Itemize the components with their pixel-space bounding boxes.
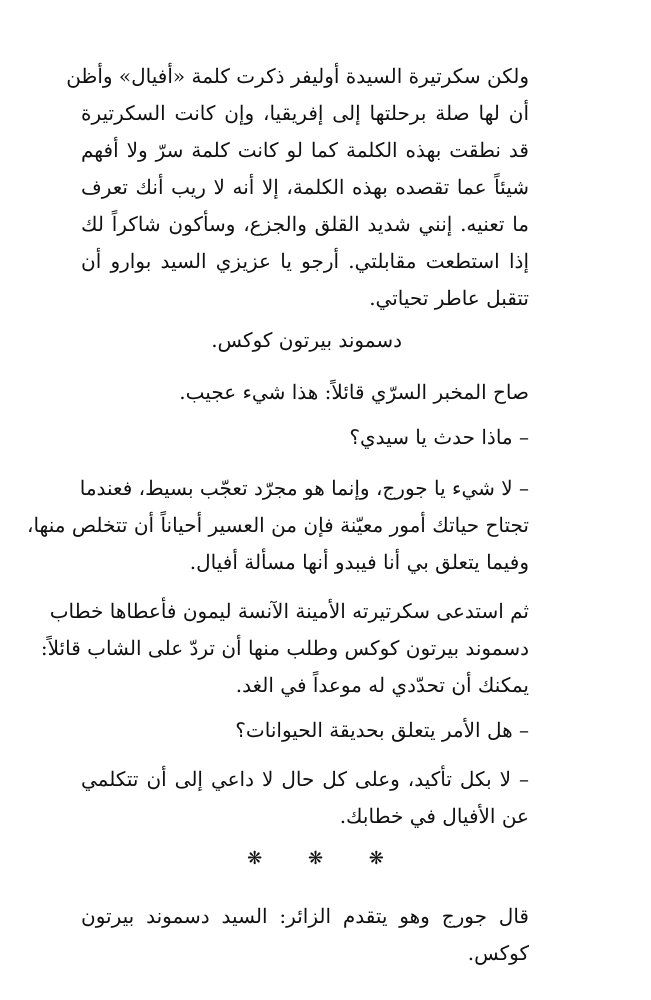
section-separator: ❋ ❋ ❋: [247, 848, 404, 869]
text-line: تجتاح حياتك أمور معيّنة فإن من العسير أحياناً أن تتخلص منها،: [26, 513, 529, 537]
text-line: ما تعنيه. إنني شديد القلق والجزع، وسأكون شاكراً لك: [81, 212, 529, 236]
question-paragraph: – ماذا حدث يا سيدي؟: [349, 425, 529, 449]
letter-closing-paragraph: [66, 58, 529, 317]
exclamation-paragraph: صاح المخبر السرّي قائلاً: هذا شيء عجيب.: [179, 380, 529, 404]
text-line: أن لها صلة برحلتها إلى إفريقيا، وإن كانت السكرتيرة: [81, 101, 529, 125]
text-line: وفيما يتعلق بي أنا فيبدو أنها مسألة أفيال.: [189, 550, 529, 574]
text-line: – لا بكل تأكيد، وعلى كل حال لا داعي إلى أن تتكلمي: [81, 767, 529, 791]
secretary-paragraph: [40, 593, 529, 704]
text-line: ولكن سكرتيرة السيدة أوليفر ذكرت كلمة «أفيال» وأظن: [66, 64, 529, 88]
text-line: تتقبل عاطر تحياتي.: [369, 286, 529, 310]
george-paragraph: [81, 898, 529, 972]
text-line: إذا استطعت مقابلتي. أرجو يا عزيزي السيد بوارو أن: [81, 249, 529, 273]
text-line: عن الأفيال في خطابك.: [339, 804, 529, 828]
text-line: دسموند بيرتون كوكس وطلب منها أن تردّ على الشاب قائلاً:: [40, 636, 529, 660]
text-line: كوكس.: [467, 941, 529, 965]
zoo-question-paragraph: – هل الأمر يتعلق بحديقة الحيوانات؟: [235, 718, 529, 742]
text-line: يمكنك أن تحدّدي له موعداً في الغد.: [235, 673, 529, 697]
text-line: ثم استدعى سكرتيرته الأمينة الآنسة ليمون فأعطاها خطاب: [49, 599, 529, 623]
reply-paragraph: [26, 470, 529, 581]
text-line: قد نطقت بهذه الكلمة كما لو كانت كلمة سرّ ولا أفهم: [81, 138, 529, 162]
text-line: قال جورج وهو يتقدم الزائر: السيد دسموند بيرتون: [81, 904, 529, 928]
text-line: – لا شيء يا جورج، وإنما هو مجرّد تعجّب بسيط، فعندما: [79, 476, 529, 500]
letter-signature: دسموند بيرتون كوكس.: [211, 328, 402, 352]
certainty-paragraph: [81, 761, 529, 835]
text-line: شيئاً عما تقصده بهذه الكلمة، إلا أنه لا ريب أنك تعرف: [81, 175, 529, 199]
